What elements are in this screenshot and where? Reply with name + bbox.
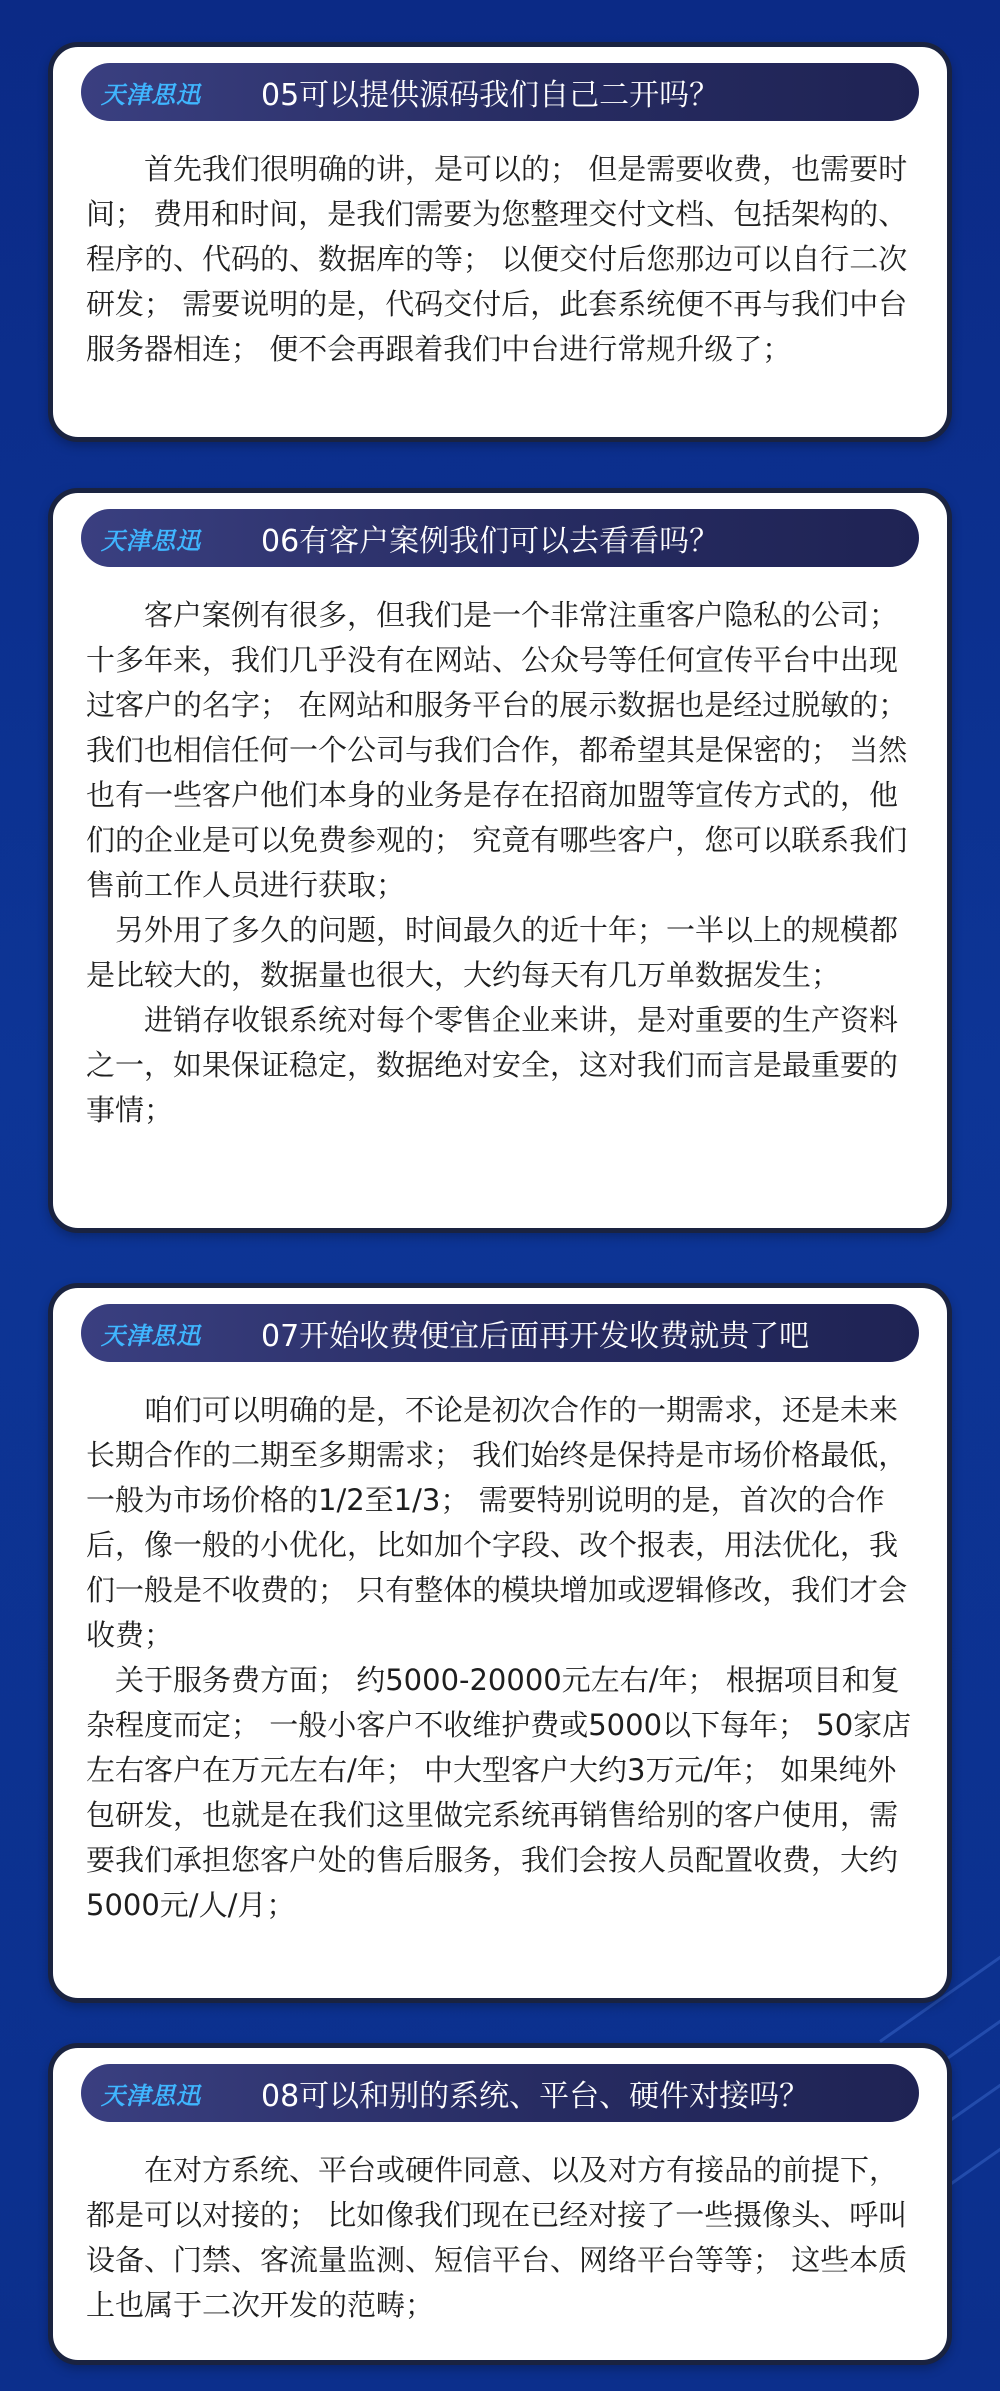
faq-title: 06有客户案例我们可以去看看吗？: [261, 524, 720, 559]
answer-paragraph: 客户案例有很多，但我们是一个非常注重客户隐私的公司； 十多年来，我们几乎没有在网站、公众号等任何宣传平台中出现过客户的名字； 在网站和服务平台的展示数据也是经过脱敏的； 我们也相信任何一个公司与我们合作，都希望其是保密的； 当然也有一些客户他们本身的业务是存在招商加盟等宣传方式的，他们的企业是可以免费参观的； 究竟有哪些客户，您可以联系我们售前工作人员进行获取；: [86, 598, 908, 902]
answer-paragraph: 关于服务费方面； 约5000-20000元左右/年； 根据项目和复杂程度而定； 一般小客户不收维护费或5000以下每年； 50家店左右客户在万元左右/年； 中大型客户大约3万元/年； 如果纯外包研发，也就是在我们这里做完系统再销售给别的客户使用，需要我们承担您客户处的售后服务，我们会按人员配置收费，大约5000元/人/月；: [86, 1663, 912, 1922]
faq-card-07: [48, 1283, 952, 2003]
faq-header: [81, 2064, 919, 2122]
faq-answer: [86, 1388, 917, 1928]
faq-title: 05可以提供源码我们自己二开吗？: [261, 78, 720, 113]
brand-logo: 天津思迅: [101, 2081, 201, 2110]
answer-paragraph: 在对方系统、平台或硬件同意、以及对方有接品的前提下，都是可以对接的； 比如像我们现在已经对接了一些摄像头、呼叫设备、门禁、客流量监测、短信平台、网络平台等等； 这些本质上也属于二次开发的范畴；: [86, 2153, 908, 2322]
answer-paragraph: 咱们可以明确的是，不论是初次合作的一期需求，还是未来长期合作的二期至多期需求； 我们始终是保持是市场价格最低，一般为市场价格的1/2至1/3； 需要特别说明的是，首次的合作后，像一般的小优化，比如加个字段、改个报表，用法优化，我们一般是不收费的； 只有整体的模块增加或逻辑修改，我们才会收费；: [86, 1393, 908, 1652]
faq-answer: [86, 147, 917, 372]
faq-card-06: [48, 488, 952, 1233]
faq-answer: [86, 593, 917, 1133]
brand-logo: 天津思迅: [101, 80, 201, 109]
faq-header: [81, 509, 919, 567]
faq-card-08: [48, 2043, 952, 2365]
brand-logo: 天津思迅: [101, 526, 201, 555]
answer-paragraph: 进销存收银系统对每个零售企业来讲，是对重要的生产资料之一，如果保证稳定，数据绝对安全，这对我们而言是最重要的事情；: [86, 1003, 899, 1127]
faq-answer: [86, 2148, 917, 2328]
faq-header: [81, 1304, 919, 1362]
brand-logo: 天津思迅: [101, 1321, 201, 1350]
faq-header: [81, 63, 919, 121]
faq-card-05: [48, 42, 952, 442]
answer-paragraph: 首先我们很明确的讲，是可以的； 但是需要收费，也需要时间； 费用和时间，是我们需要为您整理交付文档、包括架构的、程序的、代码的、数据库的等； 以便交付后您那边可以自行二次研发； 需要说明的是，代码交付后，此套系统便不再与我们中台服务器相连； 便不会再跟着我们中台进行常规升级了；: [86, 152, 908, 366]
faq-title: 08可以和别的系统、平台、硬件对接吗？: [261, 2079, 810, 2114]
answer-paragraph: 另外用了多久的问题，时间最久的近十年；一半以上的规模都是比较大的，数据量也很大，大约每天有几万单数据发生；: [86, 913, 899, 992]
faq-title: 07开始收费便宜后面再开发收费就贵了吧: [261, 1319, 810, 1354]
